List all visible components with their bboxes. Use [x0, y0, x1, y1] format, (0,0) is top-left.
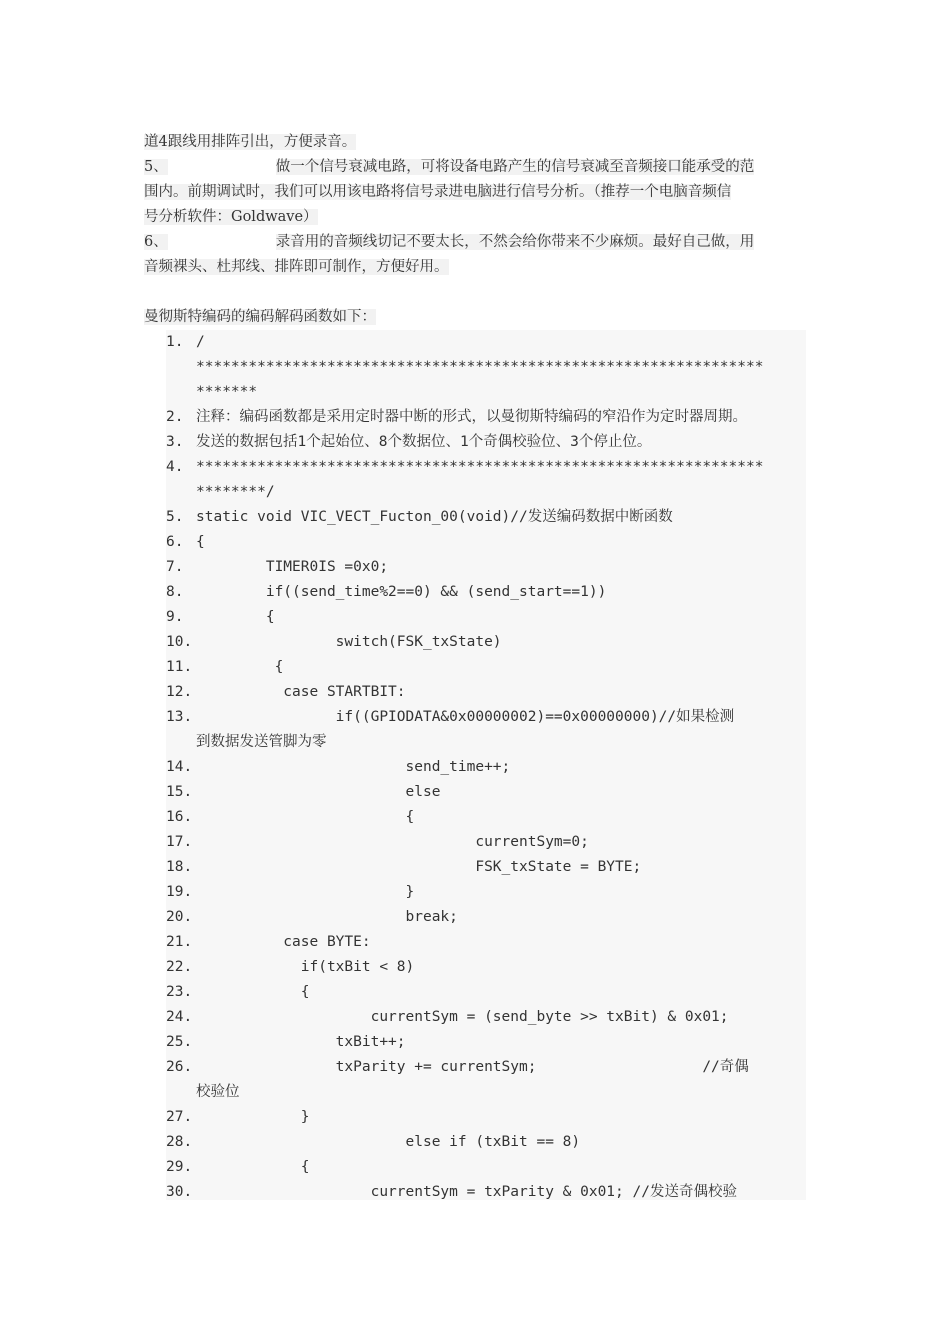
- code-text: if((GPIODATA&0x00000002)==0x00000000)//如果检测: [196, 709, 735, 725]
- code-text: TIMER0IS =0x0;: [196, 559, 389, 575]
- line-number: 18.: [166, 859, 193, 875]
- code-line: [166, 705, 734, 730]
- paragraph-5-line-2: [144, 180, 804, 205]
- code-line: [166, 680, 406, 705]
- code-text: case STARTBIT:: [196, 684, 406, 700]
- code-line: [166, 930, 371, 955]
- line-number: 20.: [166, 909, 193, 925]
- code-line: [166, 780, 440, 805]
- code-text: switch(FSK_txState): [196, 634, 502, 650]
- line-number: 16.: [166, 809, 193, 825]
- code-line: [166, 805, 414, 830]
- code-line: [166, 1055, 749, 1080]
- code-line: [166, 755, 510, 780]
- code-line: [166, 330, 205, 355]
- code-text: if((send_time%2==0) && (send_start==1)): [196, 584, 607, 600]
- heading-text: 曼彻斯特编码的编码解码函数如下：: [144, 309, 376, 325]
- paragraph-6: [144, 230, 804, 280]
- line-number: 14.: [166, 759, 193, 775]
- code-line-continuation: ********/: [196, 484, 275, 500]
- code-text: {: [196, 659, 284, 675]
- line-number: 26.: [166, 1059, 193, 1075]
- code-line: [166, 880, 414, 905]
- code-line-continuation: *****************************************************************: [196, 359, 764, 375]
- code-line: [166, 1030, 406, 1055]
- code-line: [166, 1155, 310, 1180]
- code-text: send_time++;: [196, 759, 511, 775]
- line-number: 30.: [166, 1184, 193, 1200]
- line-number: 23.: [166, 984, 193, 1000]
- code-line-continuation: *******: [196, 384, 258, 400]
- code-line: [166, 905, 458, 930]
- line-number: 12.: [166, 684, 193, 700]
- code-text: static void VIC_VECT_Fucton_00(void)//发送编码数据中断函数: [196, 509, 673, 525]
- line-number: 10.: [166, 634, 193, 650]
- code-line: [166, 555, 388, 580]
- code-block: [166, 330, 806, 1200]
- code-text: {: [196, 534, 205, 550]
- section-heading: [144, 305, 804, 330]
- item-number-6: 6、: [144, 234, 168, 250]
- code-text: else if (txBit == 8): [196, 1134, 581, 1150]
- code-text: currentSym=0;: [196, 834, 589, 850]
- code-text: }: [196, 884, 415, 900]
- code-text: /: [196, 334, 205, 350]
- paragraph-line-1: [144, 130, 804, 155]
- paragraph-6-line-2: [144, 255, 804, 280]
- paragraph-text: 录音用的音频线切记不要太长，不然会给你带来不少麻烦。最好自己做，用: [275, 234, 755, 250]
- code-line-continuation: 校验位: [196, 1084, 240, 1100]
- code-text: case BYTE:: [196, 934, 371, 950]
- code-text: *****************************************************************: [196, 459, 764, 475]
- code-text: {: [196, 809, 415, 825]
- line-number: 13.: [166, 709, 193, 725]
- item-number-5: 5、: [144, 159, 168, 175]
- code-line: [166, 630, 502, 655]
- code-line: [166, 580, 606, 605]
- code-text: currentSym = txParity & 0x01; //发送奇偶校验: [196, 1184, 737, 1200]
- line-number: 21.: [166, 934, 193, 950]
- line-number: 5.: [166, 509, 184, 525]
- line-number: 11.: [166, 659, 193, 675]
- code-text: break;: [196, 909, 458, 925]
- code-line: [166, 455, 763, 480]
- code-line: [166, 1005, 729, 1030]
- code-text: txBit++;: [196, 1034, 406, 1050]
- code-text: 注释：编码函数都是采用定时器中断的形式，以曼彻斯特编码的窄沿作为定时器周期。: [196, 409, 747, 425]
- line-number: 22.: [166, 959, 193, 975]
- code-text: {: [196, 984, 310, 1000]
- line-number: 15.: [166, 784, 193, 800]
- code-line-continuation: 到数据发送管脚为零: [196, 734, 327, 750]
- paragraph-text: 做一个信号衰减电路，可将设备电路产生的信号衰减至音频接口能承受的范: [275, 159, 755, 175]
- code-line: [166, 530, 205, 555]
- line-number: 4.: [166, 459, 184, 475]
- code-line: [166, 830, 589, 855]
- code-text: }: [196, 1109, 310, 1125]
- code-text: {: [196, 1159, 310, 1175]
- line-number: 1.: [166, 334, 184, 350]
- code-line: [166, 505, 673, 530]
- code-text: currentSym = (send_byte >> txBit) & 0x01;: [196, 1009, 729, 1025]
- code-text: 发送的数据包括1个起始位、8个数据位、1个奇偶校验位、3个停止位。: [196, 434, 652, 450]
- code-line: [166, 655, 283, 680]
- line-number: 24.: [166, 1009, 193, 1025]
- paragraph-5: [144, 155, 804, 230]
- code-line: [166, 1130, 580, 1155]
- code-line: [166, 955, 414, 980]
- code-line: [166, 1180, 737, 1205]
- line-number: 9.: [166, 609, 184, 625]
- paragraph-text: 围内。前期调试时，我们可以用该电路将信号录进电脑进行信号分析。（推荐一个电脑音频信: [144, 184, 732, 200]
- code-text: txParity += currentSym; //奇偶: [196, 1059, 749, 1075]
- code-line: [166, 430, 651, 455]
- line-number: 6.: [166, 534, 184, 550]
- line-number: 2.: [166, 409, 184, 425]
- line-number: 28.: [166, 1134, 193, 1150]
- code-text: {: [196, 609, 275, 625]
- line-number: 29.: [166, 1159, 193, 1175]
- line-number: 3.: [166, 434, 184, 450]
- paragraph-text: 号分析软件：Goldwave）: [144, 209, 318, 225]
- code-line: [166, 980, 310, 1005]
- line-number: 17.: [166, 834, 193, 850]
- code-line: [166, 1105, 310, 1130]
- line-number: 27.: [166, 1109, 193, 1125]
- line-number: 25.: [166, 1034, 193, 1050]
- code-line: [166, 605, 275, 630]
- line-number: 8.: [166, 584, 184, 600]
- code-text: FSK_txState = BYTE;: [196, 859, 642, 875]
- paragraph-5-line-3: [144, 205, 804, 230]
- code-text: else: [196, 784, 441, 800]
- paragraph-5-line-1: [144, 155, 804, 180]
- code-text: if(txBit < 8): [196, 959, 415, 975]
- line-number: 7.: [166, 559, 184, 575]
- line-number: 19.: [166, 884, 193, 900]
- paragraph-text: 道4跟线用排阵引出，方便录音。: [144, 134, 357, 150]
- paragraph-text: 音频裸头、杜邦线、排阵即可制作，方便好用。: [144, 259, 449, 275]
- paragraph-6-line-1: [144, 230, 804, 255]
- code-line: [166, 855, 641, 880]
- code-line: [166, 405, 747, 430]
